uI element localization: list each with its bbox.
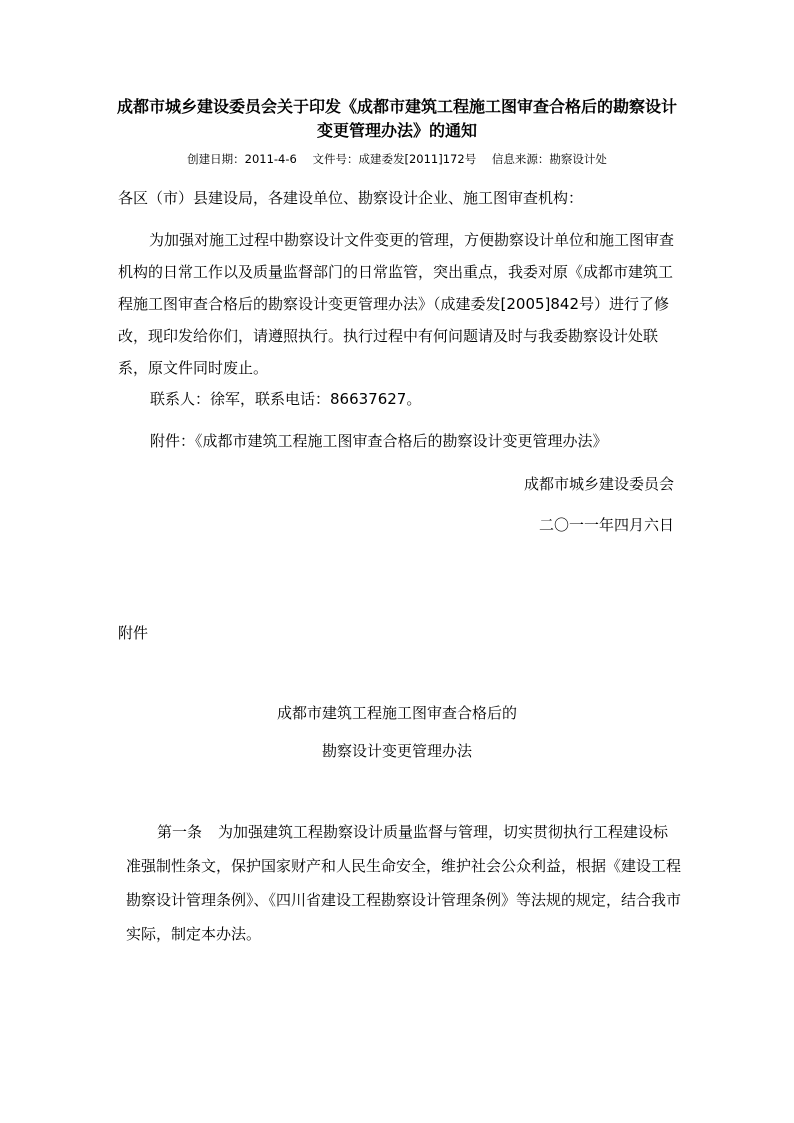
article-1 <box>126 815 682 951</box>
document-title: 成都市城乡建设委员会关于印发《成都市建筑工程施工图审查合格后的勘察设计变更管理办法》的通知 <box>116 97 677 140</box>
annex-title-line1: 成都市建筑工程施工图审查合格后的 <box>276 704 517 722</box>
info-source: 信息来源：勘察设计处 <box>491 152 607 166</box>
document-meta <box>110 151 684 167</box>
contact-line: 联系人：徐军，联系电话：86637627。 <box>150 390 422 408</box>
signing-date: 二〇一一年四月六日 <box>538 516 674 534</box>
created-date: 创建日期：2011-4-6 <box>187 152 297 166</box>
document-number: 文件号：成建委发[2011]172号 <box>312 152 477 166</box>
signing-organization: 成都市城乡建设委员会 <box>523 475 674 493</box>
salutation: 各区（市）县建设局，各建设单位、勘察设计企业、施工图审查机构： <box>118 189 584 207</box>
body-paragraph-text: 为加强对施工过程中勘察设计文件变更的管理，方便勘察设计单位和施工图审查机构的日常工作以及质量监督部门的日常监管，突出重点，我委对原《成都市建筑工程施工图审查合格后的勘察设计变更管理办法》（成建委发[2005]842号）进行了修改，现印发给你们，请遵照执行。执行过程中有何问题请及时与我委勘察设计处联系，原文件同时废止。 <box>118 231 675 377</box>
annex-label: 附件 <box>118 624 149 642</box>
body-paragraph <box>118 224 678 384</box>
annex-title-line2: 勘察设计变更管理办法 <box>321 742 472 760</box>
article-1-number: 第一条 <box>157 823 203 841</box>
article-1-text: 为加强建筑工程勘察设计质量监督与管理，切实贯彻执行工程建设标准强制性条文，保护国家财产和人民生命安全，维护社会公众利益，根据《建设工程勘察设计管理条例》、《四川省建设工程勘察设计管理条例》等法规的规定，结合我市实际，制定本办法。 <box>126 823 682 943</box>
attachment-reference: 附件：《成都市建筑工程施工图审查合格后的勘察设计变更管理办法》 <box>150 432 608 450</box>
